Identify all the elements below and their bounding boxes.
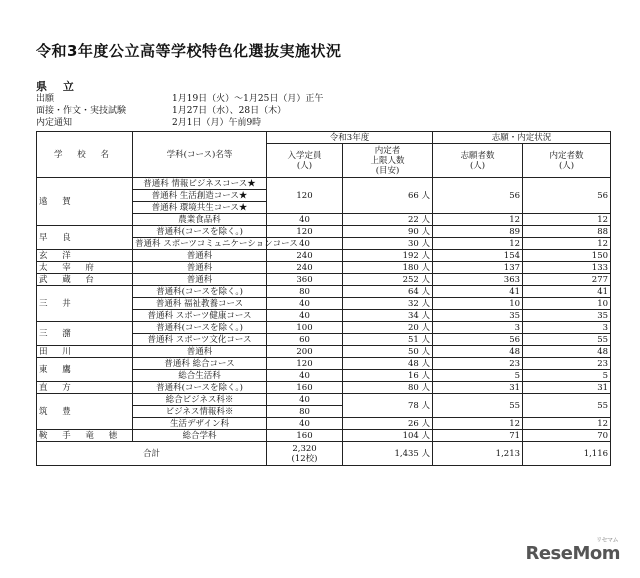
capacity-cell: 40 [267, 370, 343, 382]
limit-cell: 252 人 [343, 274, 433, 286]
applicants-cell: 23 [433, 358, 523, 370]
schedule-label: 出願 [36, 94, 55, 104]
admitted-cell: 88 [523, 226, 611, 238]
course-name: 総合ビジネス科※ [133, 394, 267, 406]
total-capacity-note: (12校) [291, 453, 318, 464]
capacity-cell: 40 [267, 418, 343, 430]
admitted-cell: 12 [523, 238, 611, 250]
course-name: 普通科(コースを除く。) [133, 382, 267, 394]
limit-cell: 66 人 [343, 178, 433, 214]
admitted-cell: 55 [523, 394, 611, 418]
school-name: 筑 豊 [37, 394, 133, 430]
schedule-label: 面接・作文・実技試験 [36, 106, 127, 116]
page-title: 令和3年度公立高等学校特色化選抜実施状況 [36, 42, 342, 60]
course-name: 普通科 スポーツコミュニケーションコース [133, 238, 267, 250]
school-name: 鞍 手 竜 徳 [37, 430, 133, 442]
total-limit: 1,435 人 [343, 442, 433, 466]
admitted-cell: 12 [523, 418, 611, 430]
table-row [37, 382, 611, 394]
limit-cell: 32 人 [343, 298, 433, 310]
applicants-cell: 363 [433, 274, 523, 286]
course-name: 農業食品科 [133, 214, 267, 226]
limit-cell: 34 人 [343, 310, 433, 322]
table-row [37, 346, 611, 358]
total-admitted: 1,116 [523, 442, 611, 466]
capacity-cell: 40 [267, 310, 343, 322]
school-name: 三 井 [37, 286, 133, 322]
course-name: 普通科 福祉教養コース [133, 298, 267, 310]
header-admitted: 内定者数 (人) [523, 144, 611, 178]
table-row [37, 394, 611, 406]
capacity-cell: 40 [267, 298, 343, 310]
capacity-cell: 80 [267, 406, 343, 418]
capacity-cell: 160 [267, 382, 343, 394]
admitted-cell: 5 [523, 370, 611, 382]
capacity-cell: 40 [267, 238, 343, 250]
admitted-cell: 41 [523, 286, 611, 298]
table-row [37, 430, 611, 442]
admitted-cell: 277 [523, 274, 611, 286]
total-label: 合計 [37, 442, 267, 466]
applicants-cell: 41 [433, 286, 523, 298]
limit-cell: 180 人 [343, 262, 433, 274]
limit-cell: 80 人 [343, 382, 433, 394]
total-capacity-value: 2,320 [292, 443, 317, 454]
admitted-cell: 56 [523, 178, 611, 214]
header-course: 学科(コース)名等 [133, 132, 267, 178]
admitted-cell: 133 [523, 262, 611, 274]
applicants-cell: 55 [433, 394, 523, 418]
limit-cell: 78 人 [343, 394, 433, 418]
school-name: 遠 賀 [37, 178, 133, 226]
applicants-cell: 10 [433, 298, 523, 310]
school-name: 直 方 [37, 382, 133, 394]
applicants-cell: 48 [433, 346, 523, 358]
admitted-cell: 48 [523, 346, 611, 358]
course-name: 普通科 スポーツ健康コース [133, 310, 267, 322]
results-table [36, 131, 611, 466]
limit-cell: 64 人 [343, 286, 433, 298]
school-name: 早 良 [37, 226, 133, 250]
course-name: 普通科 [133, 250, 267, 262]
applicants-cell: 12 [433, 214, 523, 226]
applicants-cell: 71 [433, 430, 523, 442]
course-name: 普通科 [133, 346, 267, 358]
course-name: 総合生活科 [133, 370, 267, 382]
course-name: ビジネス情報科※ [133, 406, 267, 418]
school-name: 田 川 [37, 346, 133, 358]
limit-cell: 48 人 [343, 358, 433, 370]
course-name: 普通科 生活創造コース★ [133, 190, 267, 202]
applicants-cell: 154 [433, 250, 523, 262]
limit-cell: 192 人 [343, 250, 433, 262]
applicants-cell: 89 [433, 226, 523, 238]
table-row [37, 262, 611, 274]
section-heading: 県 立 [36, 80, 80, 93]
table-row [37, 286, 611, 298]
limit-cell: 51 人 [343, 334, 433, 346]
course-name: 総合学科 [133, 430, 267, 442]
course-name: 普通科 環境共生コース★ [133, 202, 267, 214]
applicants-cell: 56 [433, 178, 523, 214]
total-capacity [267, 442, 343, 466]
admitted-cell: 10 [523, 298, 611, 310]
table-row [37, 274, 611, 286]
admitted-cell: 70 [523, 430, 611, 442]
capacity-cell: 60 [267, 334, 343, 346]
admitted-cell: 12 [523, 214, 611, 226]
limit-cell: 22 人 [343, 214, 433, 226]
admitted-cell: 3 [523, 322, 611, 334]
school-name: 武 蔵 台 [37, 274, 133, 286]
applicants-cell: 35 [433, 310, 523, 322]
logo-text: ReseMom [525, 543, 620, 564]
applicants-cell: 3 [433, 322, 523, 334]
school-name: 三 潴 [37, 322, 133, 346]
schedule-value: 2月1日（月）午前9時 [172, 118, 262, 128]
limit-cell: 30 人 [343, 238, 433, 250]
schedule-label: 内定通知 [36, 118, 73, 128]
header-group-year: 令和3年度 [267, 132, 433, 144]
capacity-cell: 120 [267, 358, 343, 370]
course-name: 普通科 [133, 274, 267, 286]
limit-cell: 50 人 [343, 346, 433, 358]
school-name: 東 鷹 [37, 358, 133, 382]
admitted-cell: 31 [523, 382, 611, 394]
capacity-cell: 40 [267, 214, 343, 226]
header-limit: 内定者 上限人数 (目安) [343, 144, 433, 178]
limit-cell: 20 人 [343, 322, 433, 334]
applicants-cell: 56 [433, 334, 523, 346]
capacity-cell: 240 [267, 262, 343, 274]
capacity-cell: 240 [267, 250, 343, 262]
course-name: 普通科 情報ビジネスコース★ [133, 178, 267, 190]
course-name: 普通科 スポーツ文化コース [133, 334, 267, 346]
capacity-cell: 160 [267, 430, 343, 442]
applicants-cell: 12 [433, 418, 523, 430]
course-name: 普通科 総合コース [133, 358, 267, 370]
capacity-cell: 40 [267, 394, 343, 406]
schedule-value: 1月27日（水）、28日（木） [172, 106, 287, 116]
header-group-status: 志願・内定状況 [433, 132, 611, 144]
school-name: 玄 洋 [37, 250, 133, 262]
table-row [37, 322, 611, 334]
course-name: 普通科(コースを除く。) [133, 286, 267, 298]
capacity-cell: 80 [267, 286, 343, 298]
limit-cell: 26 人 [343, 418, 433, 430]
resemom-logo [525, 537, 620, 564]
applicants-cell: 5 [433, 370, 523, 382]
admitted-cell: 23 [523, 358, 611, 370]
total-applicants: 1,213 [433, 442, 523, 466]
school-name: 太 宰 府 [37, 262, 133, 274]
limit-cell: 16 人 [343, 370, 433, 382]
capacity-cell: 100 [267, 322, 343, 334]
course-name: 普通科(コースを除く。) [133, 226, 267, 238]
limit-cell: 104 人 [343, 430, 433, 442]
applicants-cell: 31 [433, 382, 523, 394]
header-applicants: 志願者数 (人) [433, 144, 523, 178]
header-school: 学 校 名 [37, 132, 133, 178]
limit-cell: 90 人 [343, 226, 433, 238]
logo-small-text: リセマム [596, 537, 618, 544]
course-name: 普通科 [133, 262, 267, 274]
applicants-cell: 137 [433, 262, 523, 274]
admitted-cell: 35 [523, 310, 611, 322]
course-name: 普通科(コースを除く。) [133, 322, 267, 334]
table-row [37, 250, 611, 262]
table-row [37, 358, 611, 370]
applicants-cell: 12 [433, 238, 523, 250]
capacity-cell: 200 [267, 346, 343, 358]
capacity-cell: 120 [267, 178, 343, 214]
table-row [37, 226, 611, 238]
capacity-cell: 360 [267, 274, 343, 286]
schedule-value: 1月19日（火）～1月25日（月）正午 [172, 94, 324, 104]
admitted-cell: 55 [523, 334, 611, 346]
capacity-cell: 120 [267, 226, 343, 238]
header-capacity: 入学定員 (人) [267, 144, 343, 178]
table-row [37, 178, 611, 190]
course-name: 生活デザイン科 [133, 418, 267, 430]
admitted-cell: 150 [523, 250, 611, 262]
